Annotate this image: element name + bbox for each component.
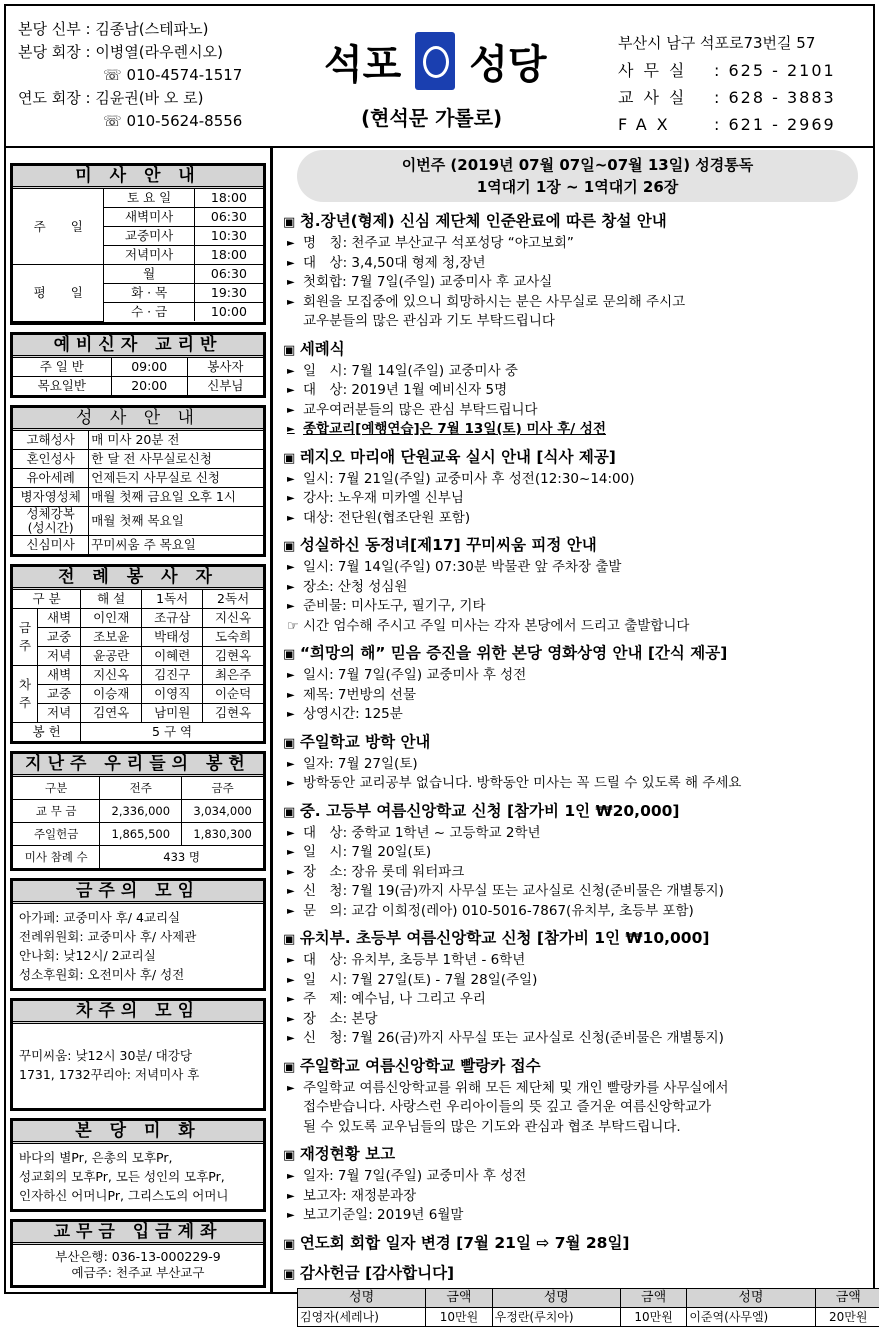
table-cell: 19:30 [194, 284, 263, 303]
table-cell: 09:00 [111, 358, 187, 377]
bullet-arrow-icon: ► [287, 254, 303, 274]
item-text: 제목: 7번방의 선물 [303, 686, 416, 706]
notice-title: ▣ 재정현황 보고 [283, 1143, 868, 1167]
item-text: 장소: 산청 성심원 [303, 578, 407, 598]
left-column [10, 163, 266, 1295]
item-text: 일 시: 7월 14일(주일) 교중미사 중 [303, 362, 518, 382]
right-column [283, 150, 868, 1327]
bullet-arrow-icon: ► [287, 666, 303, 686]
sacraments-title: 성 사 안 내 [13, 408, 263, 431]
notice-item [283, 951, 868, 971]
item-text: 일 시: 7월 20일(토) [303, 843, 431, 863]
address: 부산시 남구 석포로73번길 57 [618, 30, 836, 57]
notice-item [283, 774, 868, 794]
notice-item [283, 863, 868, 883]
notice-item [283, 489, 868, 509]
yeondo-phone: ☏ 010-5624-8556 [18, 110, 242, 133]
table-cell: 우정란(루치아) [492, 1307, 620, 1326]
bullet-arrow-icon: ► [287, 234, 303, 254]
mass-title: 미 사 안 내 [13, 166, 263, 189]
table-cell: 봉 헌 [13, 722, 81, 741]
bible-range: 1역대기 1장 ~ 1역대기 26장 [297, 176, 858, 198]
text-line: 부산은행: 036-13-000229-9 [19, 1249, 257, 1265]
table-cell: 성명 [492, 1288, 620, 1307]
notice-item [283, 509, 868, 529]
notice-title: ▣ 주일학교 여름신앙학교 빨랑카 접수 [283, 1055, 868, 1079]
pastor: 본당 신부 : 김종남(스테파노) [18, 18, 242, 41]
table-cell: 06:30 [194, 208, 263, 227]
item-text: 시간 엄수해 주시고 주일 미사는 각자 본당에서 드리고 출발합니다 [303, 617, 689, 637]
notice-title: ▣ 성실하신 동정녀[제17] 꾸미씨움 피정 안내 [283, 534, 868, 558]
table-cell: 금액 [620, 1288, 686, 1307]
table-cell: 신부님 [187, 376, 263, 395]
header [4, 4, 875, 148]
notice-item [283, 1206, 868, 1226]
bullet-arrow-icon: ► [287, 470, 303, 490]
notice-section [283, 1055, 868, 1138]
notice-title: ▣ “희망의 해” 믿음 증진을 위한 본당 영화상영 안내 [간식 제공] [283, 642, 868, 666]
table-row [13, 845, 263, 868]
notice-section [283, 338, 868, 440]
table-cell: 지신옥 [203, 608, 263, 627]
notice-title: ▣ 주일학교 방학 안내 [283, 731, 868, 755]
table-cell: 20만원 [815, 1307, 879, 1326]
sacraments [10, 405, 266, 557]
table-cell: 433 명 [100, 845, 263, 868]
title-part-a: 석포 [324, 33, 401, 90]
table-cell: 윤공란 [81, 646, 142, 665]
table-row [298, 1307, 879, 1326]
item-text: 될 수 있도록 교우님들의 많은 기도와 관심과 협조 부탁드립니다. [303, 1118, 681, 1138]
catechumen-class [10, 332, 266, 398]
notice-section [283, 927, 868, 1049]
table-cell: 성명 [687, 1288, 815, 1307]
table-cell: 교중미사 [104, 227, 194, 246]
servers-title: 전 례 봉 사 자 [13, 567, 263, 590]
text-line: 전례위원회: 교중미사 후/ 사제관 [19, 927, 257, 946]
item-text: 상영시간: 125분 [303, 705, 403, 725]
table-cell: 주 일 반 [13, 358, 111, 377]
bullet-arrow-icon: ► [287, 1010, 303, 1030]
text-line: 아가페: 교중미사 후/ 4교리실 [19, 908, 257, 927]
table-cell: 금액 [815, 1288, 879, 1307]
yeondo-president: 연도 회장 : 김윤권(바 오 로) [18, 87, 242, 110]
table-row [13, 431, 263, 450]
table-row [13, 722, 263, 741]
bullet-arrow-icon: ► [287, 951, 303, 971]
bullet-arrow-icon: ► [287, 1187, 303, 1207]
mass-schedule [10, 163, 266, 325]
table-cell: 10만원 [426, 1307, 492, 1326]
table-cell: 한 달 전 사무실로신청 [89, 449, 263, 468]
bullet-arrow-icon: ► [287, 420, 303, 440]
notice-item [283, 824, 868, 844]
item-text: 보고자: 재정분과장 [303, 1187, 416, 1207]
table-cell: 새벽미사 [104, 208, 194, 227]
text-line: 바다의 별Pr, 은총의 모후Pr, [19, 1148, 257, 1167]
table-cell: 병자영성체 [13, 487, 89, 506]
notice-section [283, 1262, 868, 1286]
church-cleaning [10, 1118, 266, 1212]
president-phone: ☏ 010-4574-1517 [18, 64, 242, 87]
table-cell: 새벽 [38, 665, 81, 684]
table-cell: 주일헌금 [13, 822, 100, 845]
next-week-title: 차주의 모임 [13, 1001, 263, 1024]
notice-title: ▣ 연도회 회합 일자 변경 [7월 21일 ⇨ 7월 28일] [283, 1232, 868, 1256]
table-cell: 이인재 [81, 608, 142, 627]
item-text: 회원을 모집중에 있으니 희망하시는 분은 사무실로 문의해 주시고 [303, 293, 685, 313]
bullet-arrow-icon: ► [287, 882, 303, 902]
notice-item [283, 1098, 868, 1118]
table-row [13, 265, 263, 284]
table-row [13, 376, 263, 395]
table-cell: 18:00 [194, 189, 263, 208]
table-cell: 화 · 목 [104, 284, 194, 303]
text-line: 안나회: 낮12시/ 2교리실 [19, 946, 257, 965]
table-row [13, 535, 263, 554]
notice-section [283, 1232, 868, 1256]
bullet-arrow-icon: ► [287, 1079, 303, 1099]
notice-item [283, 1010, 868, 1030]
table-cell: 저녁 [38, 646, 81, 665]
table-cell: 10:30 [194, 227, 263, 246]
table-cell: 18:00 [194, 246, 263, 265]
bullet-arrow-icon: ► [287, 774, 303, 794]
item-text: 명 칭: 천주교 부산교구 석포성당 “야고보회” [303, 234, 574, 254]
notice-item [283, 1167, 868, 1187]
notice-item [283, 1079, 868, 1099]
table-row [13, 799, 263, 822]
notice-section [283, 1143, 868, 1226]
item-text: 준비물: 미사도구, 필기구, 기타 [303, 597, 486, 617]
table-cell: 해 설 [81, 590, 142, 609]
item-text: 대 상: 중학교 1학년 ~ 고등학교 2학년 [303, 824, 541, 844]
item-text: 보고기준일: 2019년 6월말 [303, 1206, 463, 1226]
bullet-arrow-icon: ► [287, 863, 303, 883]
phone-fax: FAX : 621 - 2969 [618, 111, 836, 138]
item-text: 일시: 7월 14일(주일) 07:30분 박물관 앞 주차장 출발 [303, 558, 621, 578]
bible-week: 이번주 (2019년 07월 07일~07월 13일) 성경통독 [297, 154, 858, 176]
table-cell: 목요일반 [13, 376, 111, 395]
bullet-arrow-icon: ► [287, 755, 303, 775]
notice-item [283, 362, 868, 382]
bullet-arrow-icon: ► [287, 381, 303, 401]
this-week-title: 금주의 모임 [13, 881, 263, 904]
item-text: 일시: 7월 7일(주일) 교중미사 후 성전 [303, 666, 526, 686]
bullet-arrow-icon: ► [287, 578, 303, 598]
text-line: 성소후원회: 오전미사 후/ 성전 [19, 965, 257, 984]
table-cell: 이승재 [81, 684, 142, 703]
bank-account [10, 1219, 266, 1288]
table-cell: 5 구 역 [81, 722, 263, 741]
notice-item [283, 686, 868, 706]
bullet-arrow-icon: ► [287, 597, 303, 617]
table-cell: 박태성 [142, 627, 203, 646]
notice-section [283, 731, 868, 794]
notice-title: ▣ 유치부. 초등부 여름신앙학교 신청 [참가비 1인 ₩10,000] [283, 927, 868, 951]
table-row [13, 449, 263, 468]
table-cell: 김연옥 [81, 703, 142, 722]
table-cell: 매월 첫째 금요일 오후 1시 [89, 487, 263, 506]
item-text: 일시: 7월 21일(주일) 교중미사 후 성전(12:30~14:00) [303, 470, 635, 490]
table-cell: 김영자(세레나) [298, 1307, 426, 1326]
table-cell: 이혜련 [142, 646, 203, 665]
notice-title: ▣ 감사헌금 [감사합니다] [283, 1262, 868, 1286]
notice-item [283, 578, 868, 598]
notice-section [283, 800, 868, 922]
bullet-arrow-icon: ► [287, 293, 303, 313]
item-text: 일 시: 7월 27일(토) - 7월 28일(주일) [303, 971, 537, 991]
table-cell: 꾸미씨움 주 목요일 [89, 535, 263, 554]
table-row [13, 703, 263, 722]
notice-item [283, 1118, 868, 1138]
donation-table [297, 1288, 879, 1327]
item-text: 대 상: 2019년 1월 예비신자 5명 [303, 381, 507, 401]
phone-teacher: 교사실 : 628 - 3883 [618, 84, 836, 111]
table-cell: 혼인성사 [13, 449, 89, 468]
notice-item [283, 381, 868, 401]
notice-item [283, 597, 868, 617]
table-cell: 매 미사 20분 전 [89, 431, 263, 450]
table-cell: 교중 [38, 684, 81, 703]
item-text: 방학동안 교리공부 없습니다. 방학동안 미사는 꼭 드릴 수 있도록 해 주세요 [303, 774, 741, 794]
notice-title: ▣ 청.장년(형제) 신심 제단체 인준완료에 따른 창설 안내 [283, 210, 868, 234]
table-cell: 수 · 금 [104, 303, 194, 322]
notice-section [283, 642, 868, 725]
notice-item [283, 420, 868, 440]
next-week-meetings [10, 998, 266, 1111]
column-divider [270, 148, 273, 1294]
table-row [13, 822, 263, 845]
phone-office: 사무실 : 625 - 2101 [618, 57, 836, 84]
notice-title: ▣ 세례식 [283, 338, 868, 362]
table-row [13, 627, 263, 646]
item-text: 첫회합: 7월 7일(주일) 교중미사 후 교사실 [303, 273, 552, 293]
table-cell: 토 요 일 [104, 189, 194, 208]
table-cell: 10:00 [194, 303, 263, 322]
notice-item [283, 666, 868, 686]
table-cell: 김현옥 [203, 646, 263, 665]
bullet-arrow-icon: ► [287, 843, 303, 863]
text-line: 성교회의 모후Pr, 모든 성인의 모후Pr, [19, 1167, 257, 1186]
contributions [10, 751, 266, 871]
table-cell: 매월 첫째 목요일 [89, 506, 263, 535]
notice-section [283, 446, 868, 529]
table-cell: 성체강복 (성시간) [13, 506, 89, 535]
weekday-label: 평 일 [13, 265, 104, 322]
item-text: 일자: 7월 7일(주일) 교중미사 후 성전 [303, 1167, 526, 1187]
president: 본당 회장 : 이병열(라우렌시오) [18, 41, 242, 64]
item-text: 대상: 전단원(협조단원 포함) [303, 509, 470, 529]
table-cell: 10만원 [620, 1307, 686, 1326]
item-text: 신 청: 7월 26(금)까지 사무실 또는 교사실로 신청(준비물은 개별통지) [303, 1029, 724, 1049]
text-line: 예금주: 천주교 부산교구 [19, 1265, 257, 1281]
item-text: 주일학교 여름신앙학교를 위해 모든 제단체 및 개인 빨랑카를 사무실에서 [303, 1079, 729, 1099]
text-line: 인자하신 어머니Pr, 그리스도의 어머니 [19, 1186, 257, 1205]
item-text: 대 상: 유치부, 초등부 1학년 - 6학년 [303, 951, 525, 971]
notice-item [283, 234, 868, 254]
notice-item [283, 312, 868, 332]
table-cell: 1,830,300 [182, 822, 263, 845]
notice-item [283, 755, 868, 775]
bullet-arrow-icon: ► [287, 1206, 303, 1226]
notice-item [283, 254, 868, 274]
table-cell: 조보윤 [81, 627, 142, 646]
bullet-arrow-icon: ► [287, 686, 303, 706]
table-row [13, 189, 263, 208]
text-line: 꾸미씨움: 낮12시 30분/ 대강당 [19, 1046, 257, 1065]
table-cell: 성명 [298, 1288, 426, 1307]
item-text: 대 상: 3,4,50대 형제 청,장년 [303, 254, 485, 274]
notice-item [283, 1029, 868, 1049]
this-week-label: 금 주 [13, 608, 38, 665]
table-cell: 언제든지 사무실로 신청 [89, 468, 263, 487]
table-cell: 전주 [100, 777, 182, 800]
bullet-arrow-icon: ► [287, 401, 303, 421]
this-week-meetings [10, 878, 266, 991]
table-cell: 교 무 금 [13, 799, 100, 822]
table-cell: 김진구 [142, 665, 203, 684]
table-cell: 이순덕 [203, 684, 263, 703]
church-subtitle: (현석문 가롤로) [361, 102, 502, 131]
table-cell: 최은주 [203, 665, 263, 684]
notice-item [283, 1187, 868, 1207]
table-cell: 구분 [13, 777, 100, 800]
bullet-arrow-icon: ► [287, 902, 303, 922]
table-cell: 1,865,500 [100, 822, 182, 845]
church-title [324, 32, 547, 90]
table-cell: 1독서 [142, 590, 203, 609]
notice-item [283, 843, 868, 863]
notice-item [283, 990, 868, 1010]
table-cell: 2독서 [203, 590, 263, 609]
notice-section [283, 210, 868, 332]
notice-item [283, 617, 868, 637]
table-row [13, 777, 263, 800]
bullet-arrow-icon: ► [287, 273, 303, 293]
bullet-arrow-icon: ► [287, 362, 303, 382]
table-cell: 교중 [38, 627, 81, 646]
item-text: 문 의: 교감 이희정(레아) 010-5016-7867(유치부, 초등부 포함) [303, 902, 694, 922]
table-cell: 김현옥 [203, 703, 263, 722]
table-cell: 미사 참례 수 [13, 845, 100, 868]
table-row [13, 590, 263, 609]
bullet-arrow-icon: ► [287, 509, 303, 529]
table-cell: 이영직 [142, 684, 203, 703]
bullet-arrow-icon: ► [287, 990, 303, 1010]
bullet-arrow-icon: ► [287, 1029, 303, 1049]
title-part-b: 성당 [469, 33, 546, 90]
bullet-arrow-icon: ► [287, 558, 303, 578]
table-cell: 3,034,000 [182, 799, 263, 822]
table-cell: 조규삼 [142, 608, 203, 627]
liturgy-servers [10, 564, 266, 744]
bullet-arrow-icon: ► [287, 705, 303, 725]
notice-item [283, 558, 868, 578]
notice-item [283, 902, 868, 922]
pointing-hand-icon: ☞ [287, 617, 303, 637]
item-text: 신 청: 7월 19(금)까지 사무실 또는 교사실로 신청(준비물은 개별통지) [303, 882, 724, 902]
table-row [13, 506, 263, 535]
item-text: 일자: 7월 27일(토) [303, 755, 418, 775]
table-row [13, 646, 263, 665]
text-line: 1731, 1732꾸리아: 저녁미사 후 [19, 1065, 257, 1084]
item-text: 장 소: 장유 롯데 워터파크 [303, 863, 464, 883]
bullet-arrow-icon: ► [287, 971, 303, 991]
notice-item [283, 882, 868, 902]
table-cell: 남미원 [142, 703, 203, 722]
item-text: 주 제: 예수님, 나 그리고 우리 [303, 990, 486, 1010]
table-cell: 봉사자 [187, 358, 263, 377]
sunday-label: 주 일 [13, 189, 104, 265]
table-cell: 2,336,000 [100, 799, 182, 822]
table-row [298, 1288, 879, 1307]
notice-title: ▣ 중. 고등부 여름신앙학교 신청 [참가비 1인 ₩20,000] [283, 800, 868, 824]
next-week-label: 차 주 [13, 665, 38, 722]
item-text: 교우분들의 많은 관심과 기도 부탁드립니다 [303, 312, 555, 332]
contact-info [618, 30, 836, 138]
table-cell: 20:00 [111, 376, 187, 395]
table-cell: 신심미사 [13, 535, 89, 554]
bible-reading-banner [297, 150, 858, 202]
table-cell: 지신옥 [81, 665, 142, 684]
table-cell: 도숙희 [203, 627, 263, 646]
table-row [13, 358, 263, 377]
notice-section [283, 534, 868, 636]
notice-item [283, 293, 868, 313]
table-cell: 저녁미사 [104, 246, 194, 265]
table-cell: 이준역(사무엘) [687, 1307, 815, 1326]
item-text: 장 소: 본당 [303, 1010, 378, 1030]
notice-item [283, 470, 868, 490]
table-row [13, 608, 263, 627]
item-text: 교우여러분들의 많은 관심 부탁드립니다 [303, 401, 538, 421]
notice-item [283, 401, 868, 421]
notice-item [283, 971, 868, 991]
item-text: 접수받습니다. 사랑스런 우리아이들의 뜻 깊고 즐거운 여름신앙학교가 [303, 1098, 711, 1118]
item-text: 종합교리[예행연습]은 7월 13일(토) 미사 후/ 성전 [303, 420, 606, 440]
catechumen-title: 예비신자 교리반 [13, 335, 263, 358]
contrib-title: 지난주 우리들의 봉헌 [13, 754, 263, 777]
beauty-title: 본 당 미 화 [13, 1121, 263, 1144]
table-cell: 06:30 [194, 265, 263, 284]
table-row [13, 487, 263, 506]
item-text: 강사: 노우재 미카엘 신부님 [303, 489, 464, 509]
clergy-info [18, 18, 242, 133]
table-row [13, 665, 263, 684]
table-cell: 새벽 [38, 608, 81, 627]
account-title: 교무금 입금계좌 [13, 1222, 263, 1245]
table-cell: 고해성사 [13, 431, 89, 450]
table-cell: 금주 [182, 777, 263, 800]
table-cell: 유아세례 [13, 468, 89, 487]
bullet-arrow-icon: ► [287, 1167, 303, 1187]
table-row [13, 684, 263, 703]
church-emblem-icon [415, 32, 455, 90]
table-cell: 구 분 [13, 590, 81, 609]
bullet-arrow-icon: ► [287, 824, 303, 844]
bullet-arrow-icon: ► [287, 489, 303, 509]
table-cell: 저녁 [38, 703, 81, 722]
table-cell: 월 [104, 265, 194, 284]
table-cell: 금액 [426, 1288, 492, 1307]
table-row [13, 468, 263, 487]
notice-item [283, 273, 868, 293]
notice-item [283, 705, 868, 725]
notice-title: ▣ 레지오 마리애 단원교육 실시 안내 [식사 제공] [283, 446, 868, 470]
